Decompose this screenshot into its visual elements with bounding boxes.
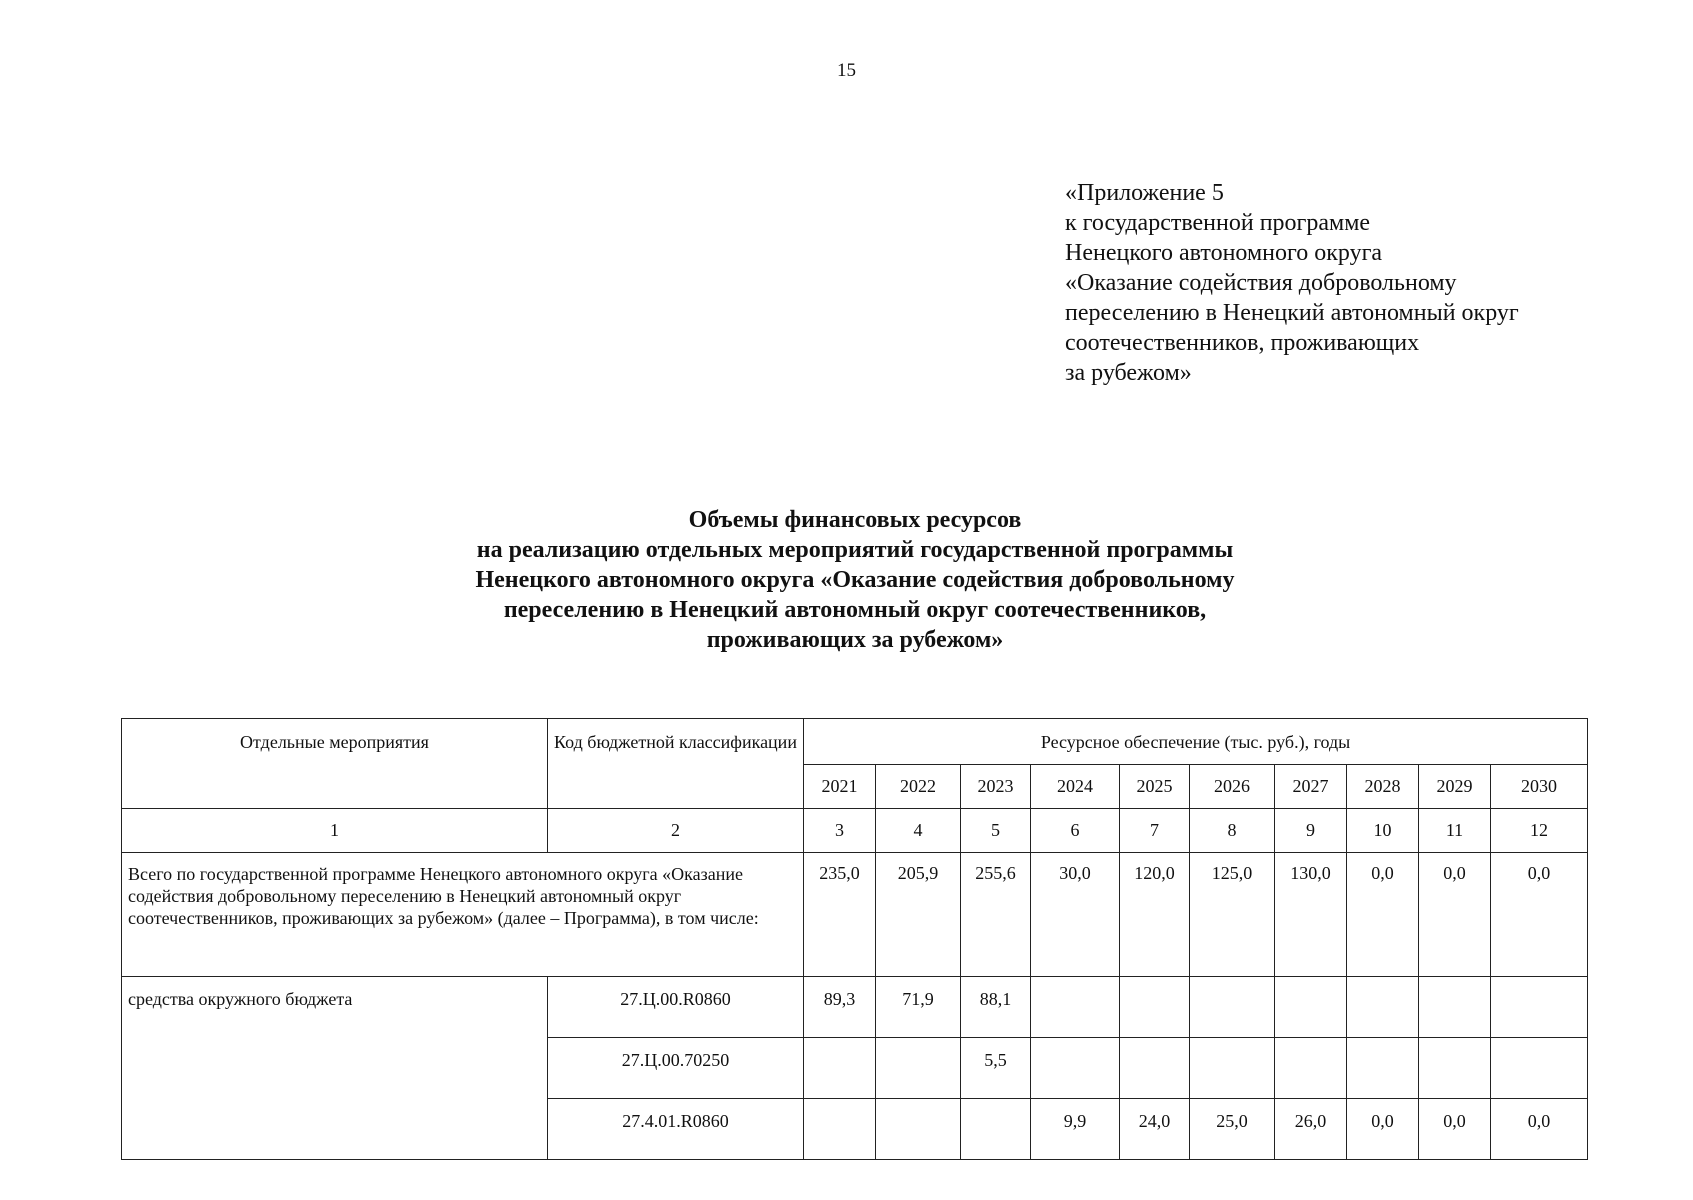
value-cell: 89,3 (804, 977, 876, 1038)
document-title (0, 505, 1693, 655)
column-number: 12 (1491, 809, 1588, 853)
appendix-line: переселению в Ненецкий автономный округ (1065, 300, 1519, 326)
value-cell (1031, 977, 1120, 1038)
budget-code: 27.Ц.00.70250 (548, 1038, 804, 1099)
year-cell: 2024 (1031, 765, 1120, 809)
value-cell: 0,0 (1419, 1099, 1491, 1160)
year-cell: 2025 (1120, 765, 1190, 809)
appendix-line: к государственной программе (1065, 210, 1371, 236)
value-cell: 0,0 (1347, 853, 1419, 977)
value-cell: 235,0 (804, 853, 876, 977)
financing-table (121, 718, 1588, 1160)
value-cell: 205,9 (876, 853, 961, 977)
column-number: 2 (548, 809, 804, 853)
column-number: 4 (876, 809, 961, 853)
value-cell: 30,0 (1031, 853, 1120, 977)
value-cell: 0,0 (1491, 1099, 1588, 1160)
value-cell (876, 1099, 961, 1160)
column-number: 8 (1190, 809, 1275, 853)
year-cell: 2023 (961, 765, 1031, 809)
value-cell: 255,6 (961, 853, 1031, 977)
year-cell: 2030 (1491, 765, 1588, 809)
title-line: на реализацию отдельных мероприятий государственной программы (476, 537, 1234, 563)
value-cell: 120,0 (1120, 853, 1190, 977)
value-cell (1419, 977, 1491, 1038)
budget-code: 27.4.01.R0860 (548, 1099, 804, 1160)
value-cell (1275, 977, 1347, 1038)
column-number: 1 (122, 809, 548, 853)
column-number: 11 (1419, 809, 1491, 853)
value-cell: 5,5 (961, 1038, 1031, 1099)
appendix-line: соотечественников, проживающих (1065, 330, 1420, 356)
appendix-line: «Приложение 5 (1065, 180, 1224, 206)
value-cell (1491, 977, 1588, 1038)
appendix-line: за рубежом» (1065, 360, 1192, 386)
column-number: 6 (1031, 809, 1120, 853)
value-cell (804, 1099, 876, 1160)
year-cell: 2021 (804, 765, 876, 809)
header-resources: Ресурсное обеспечение (тыс. руб.), годы (804, 719, 1588, 765)
value-cell: 125,0 (1190, 853, 1275, 977)
value-cell: 24,0 (1120, 1099, 1190, 1160)
value-cell (876, 1038, 961, 1099)
column-number-row (122, 809, 1588, 853)
year-cell: 2022 (876, 765, 961, 809)
title-line: Объемы финансовых ресурсов (688, 507, 1022, 533)
value-cell (1347, 977, 1419, 1038)
value-cell (1419, 1038, 1491, 1099)
appendix-line: «Оказание содействия добровольному (1065, 270, 1457, 296)
value-cell (1275, 1038, 1347, 1099)
column-number: 9 (1275, 809, 1347, 853)
appendix-line: Ненецкого автономного округа (1065, 240, 1383, 266)
value-cell: 0,0 (1347, 1099, 1419, 1160)
value-cell (1120, 977, 1190, 1038)
title-line: переселению в Ненецкий автономный округ соотечественников, (503, 597, 1207, 623)
value-cell (1031, 1038, 1120, 1099)
total-row (122, 853, 1588, 977)
budget-row (122, 977, 1588, 1038)
value-cell (1347, 1038, 1419, 1099)
year-cell: 2026 (1190, 765, 1275, 809)
value-cell: 0,0 (1491, 853, 1588, 977)
value-cell (1120, 1038, 1190, 1099)
value-cell (1491, 1038, 1588, 1099)
value-cell: 25,0 (1190, 1099, 1275, 1160)
value-cell (1190, 977, 1275, 1038)
value-cell: 130,0 (1275, 853, 1347, 977)
column-number: 10 (1347, 809, 1419, 853)
column-number: 7 (1120, 809, 1190, 853)
title-line: проживающих за рубежом» (706, 627, 1004, 653)
budget-code: 27.Ц.00.R0860 (548, 977, 804, 1038)
budget-source-label: средства окружного бюджета (122, 977, 548, 1160)
value-cell: 0,0 (1419, 853, 1491, 977)
value-cell: 26,0 (1275, 1099, 1347, 1160)
year-cell: 2027 (1275, 765, 1347, 809)
appendix-caption (1065, 178, 1519, 388)
page-number: 15 (837, 60, 856, 81)
value-cell: 9,9 (1031, 1099, 1120, 1160)
year-cell: 2028 (1347, 765, 1419, 809)
header-code: Код бюджетной классификации (548, 719, 804, 809)
title-line: Ненецкого автономного округа «Оказание содействия добровольному (475, 567, 1235, 593)
value-cell: 88,1 (961, 977, 1031, 1038)
header-activities: Отдельные мероприятия (122, 719, 548, 809)
header-row (122, 719, 1588, 765)
value-cell (804, 1038, 876, 1099)
value-cell (1190, 1038, 1275, 1099)
total-label: Всего по государственной программе Ненецкого автономного округа «Оказание содействия добровольному переселению в Ненецкий автономный округ соотечественников, проживающих за рубежом» (далее – Программа), в том числе: (122, 853, 804, 977)
column-number: 5 (961, 809, 1031, 853)
value-cell (961, 1099, 1031, 1160)
year-cell: 2029 (1419, 765, 1491, 809)
column-number: 3 (804, 809, 876, 853)
value-cell: 71,9 (876, 977, 961, 1038)
